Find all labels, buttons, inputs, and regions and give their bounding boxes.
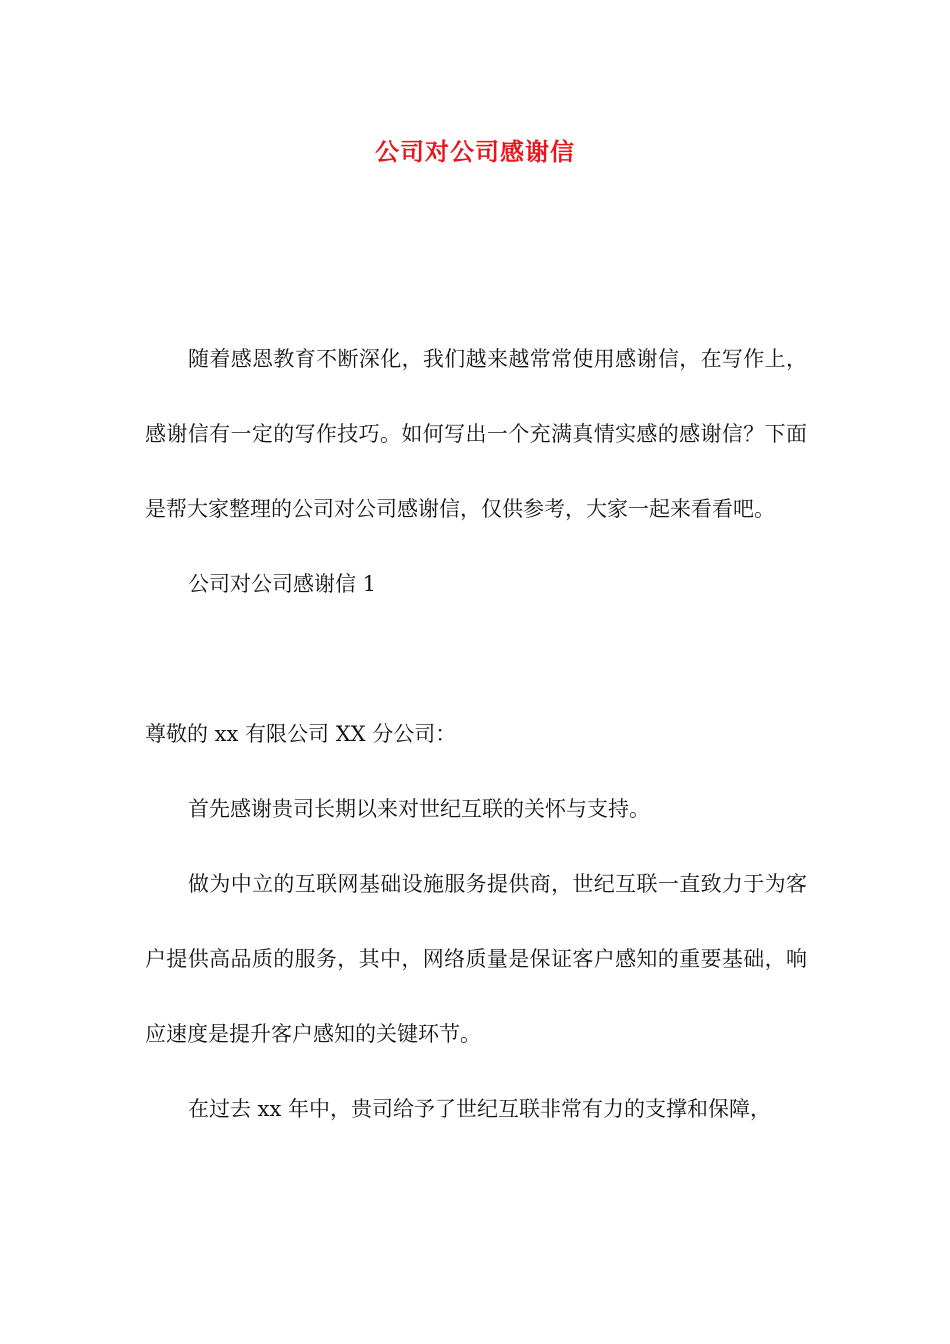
paragraph-2: 做为中立的互联网基础设施服务提供商，世纪互联一直致力于为客户提供高品质的服务，其中，网络质量是保证客户感知的重要基础，响应速度是提升客户感知的关键环节。 (145, 872, 807, 1046)
spacer (145, 622, 807, 697)
paragraph-1: 首先感谢贵司长期以来对世纪互联的关怀与支持。 (188, 797, 650, 821)
section-heading: 公司对公司感谢信 1 (188, 572, 377, 596)
paragraph-3: 在过去 xx 年中，贵司给予了世纪互联非常有力的支撑和保障， (188, 1097, 772, 1121)
intro-paragraph: 随着感恩教育不断深化，我们越来越常常使用感谢信，在写作上，感谢信有一定的写作技巧。如何写出一个充满真情实感的感谢信？下面是帮大家整理的公司对公司感谢信，仅供参考，大家一起来看看吧。 (145, 347, 807, 521)
document-body (145, 322, 807, 1147)
salutation: 尊敬的 xx 有限公司 XX 分公司： (145, 722, 457, 746)
document-title: 公司对公司感谢信 (375, 137, 575, 166)
